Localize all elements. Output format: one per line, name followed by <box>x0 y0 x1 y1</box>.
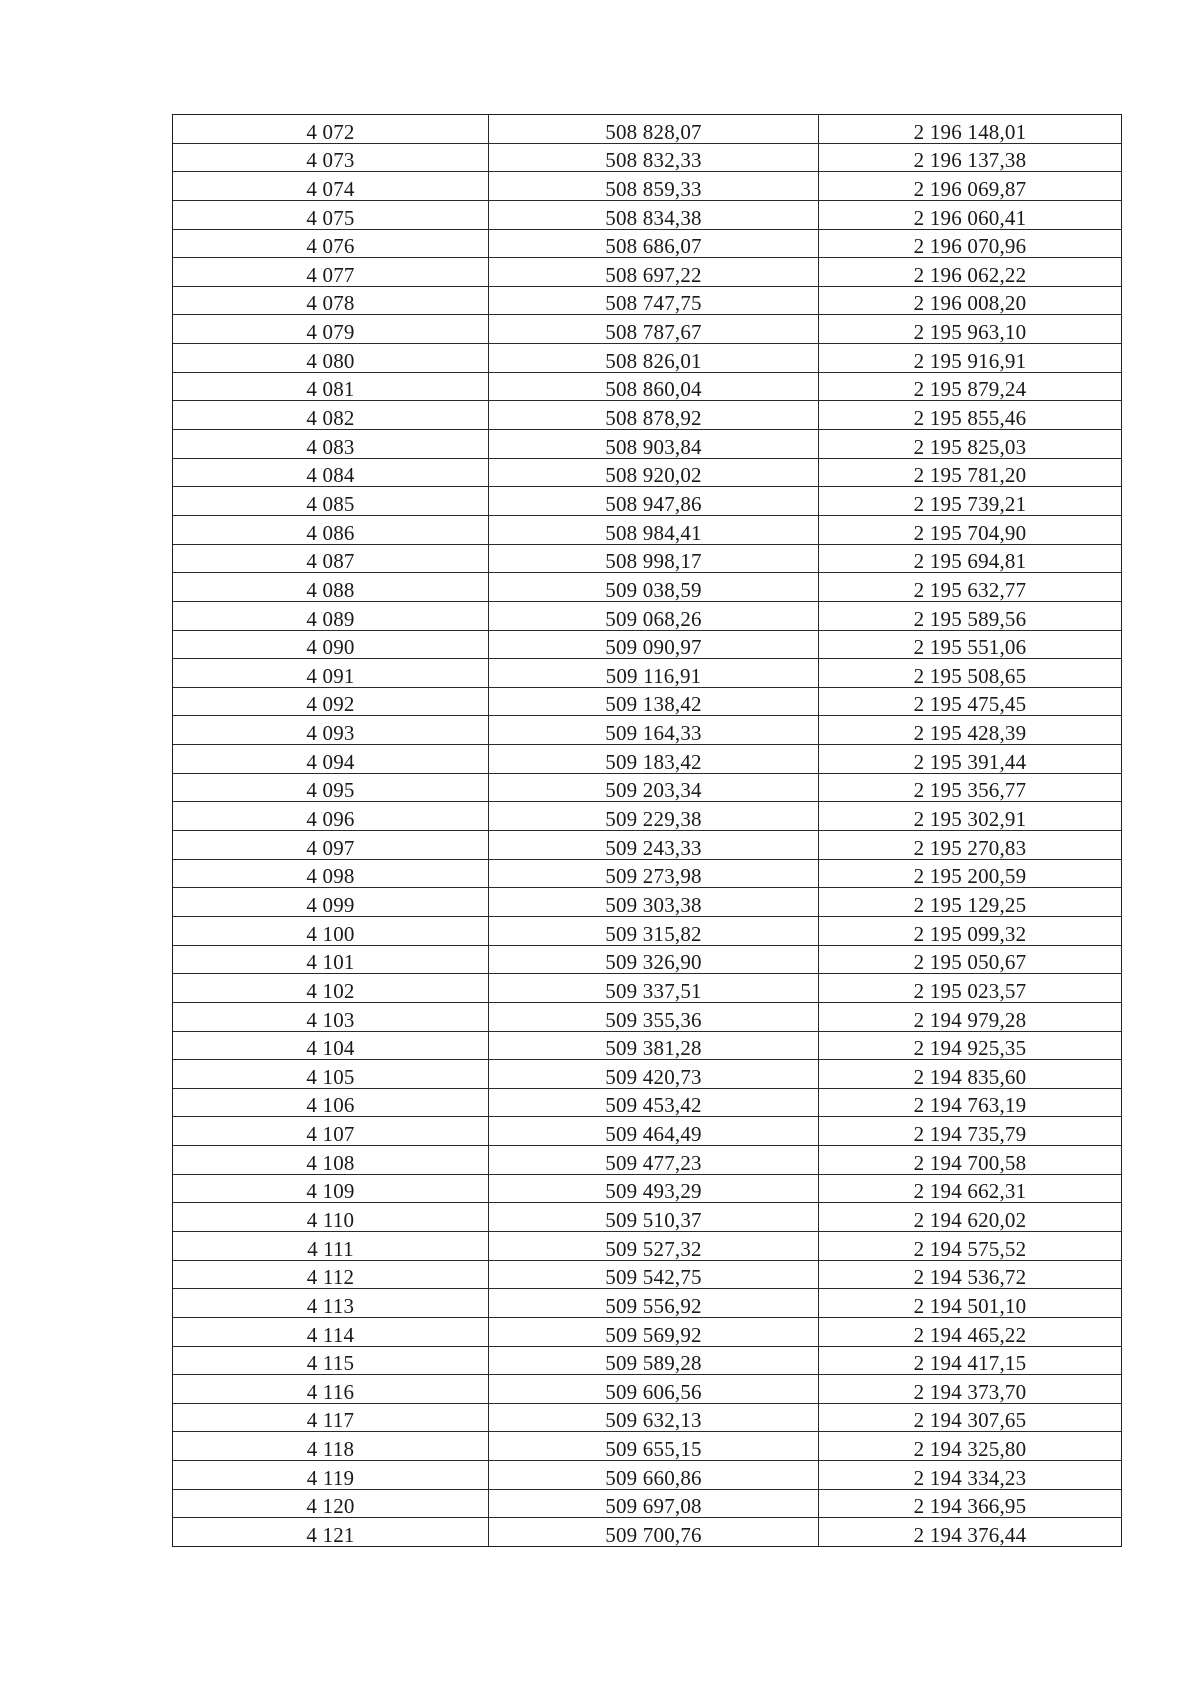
table-row <box>173 401 1122 430</box>
table-row <box>173 1002 1122 1031</box>
y-coordinate-cell: 2 194 366,95 <box>819 1489 1122 1518</box>
table-row <box>173 1346 1122 1375</box>
point-number-cell: 4 095 <box>173 773 489 802</box>
x-coordinate-cell: 508 920,02 <box>489 458 819 487</box>
point-number-cell: 4 109 <box>173 1174 489 1203</box>
x-coordinate-cell: 509 510,37 <box>489 1203 819 1232</box>
table-row <box>173 573 1122 602</box>
x-coordinate-cell: 509 183,42 <box>489 745 819 774</box>
point-number-cell: 4 083 <box>173 430 489 459</box>
y-coordinate-cell: 2 194 620,02 <box>819 1203 1122 1232</box>
x-coordinate-cell: 508 826,01 <box>489 344 819 373</box>
point-number-cell: 4 086 <box>173 515 489 544</box>
point-number-cell: 4 076 <box>173 229 489 258</box>
y-coordinate-cell: 2 194 536,72 <box>819 1260 1122 1289</box>
x-coordinate-cell: 508 998,17 <box>489 544 819 573</box>
y-coordinate-cell: 2 195 879,24 <box>819 372 1122 401</box>
table-row <box>173 1489 1122 1518</box>
table-row <box>173 687 1122 716</box>
y-coordinate-cell: 2 195 551,06 <box>819 630 1122 659</box>
x-coordinate-cell: 508 984,41 <box>489 515 819 544</box>
y-coordinate-cell: 2 196 070,96 <box>819 229 1122 258</box>
point-number-cell: 4 110 <box>173 1203 489 1232</box>
table-row <box>173 1432 1122 1461</box>
table-row <box>173 601 1122 630</box>
table-row <box>173 1518 1122 1547</box>
x-coordinate-cell: 509 381,28 <box>489 1031 819 1060</box>
point-number-cell: 4 078 <box>173 286 489 315</box>
x-coordinate-cell: 509 569,92 <box>489 1317 819 1346</box>
x-coordinate-cell: 508 860,04 <box>489 372 819 401</box>
table-row <box>173 372 1122 401</box>
table-row <box>173 315 1122 344</box>
point-number-cell: 4 088 <box>173 573 489 602</box>
coordinates-table <box>172 114 1122 1547</box>
y-coordinate-cell: 2 194 735,79 <box>819 1117 1122 1146</box>
x-coordinate-cell: 509 326,90 <box>489 945 819 974</box>
point-number-cell: 4 075 <box>173 200 489 229</box>
y-coordinate-cell: 2 195 391,44 <box>819 745 1122 774</box>
point-number-cell: 4 093 <box>173 716 489 745</box>
point-number-cell: 4 077 <box>173 258 489 287</box>
table-row <box>173 1060 1122 1089</box>
table-row <box>173 773 1122 802</box>
y-coordinate-cell: 2 195 963,10 <box>819 315 1122 344</box>
table-row <box>173 258 1122 287</box>
x-coordinate-cell: 509 589,28 <box>489 1346 819 1375</box>
point-number-cell: 4 102 <box>173 974 489 1003</box>
y-coordinate-cell: 2 196 148,01 <box>819 115 1122 144</box>
table-row <box>173 1403 1122 1432</box>
table-row <box>173 802 1122 831</box>
point-number-cell: 4 094 <box>173 745 489 774</box>
table-row <box>173 659 1122 688</box>
y-coordinate-cell: 2 195 739,21 <box>819 487 1122 516</box>
x-coordinate-cell: 509 164,33 <box>489 716 819 745</box>
table-row <box>173 344 1122 373</box>
x-coordinate-cell: 509 203,34 <box>489 773 819 802</box>
y-coordinate-cell: 2 195 508,65 <box>819 659 1122 688</box>
y-coordinate-cell: 2 195 200,59 <box>819 859 1122 888</box>
x-coordinate-cell: 509 632,13 <box>489 1403 819 1432</box>
table-row <box>173 716 1122 745</box>
table-row <box>173 916 1122 945</box>
y-coordinate-cell: 2 196 060,41 <box>819 200 1122 229</box>
point-number-cell: 4 108 <box>173 1146 489 1175</box>
y-coordinate-cell: 2 195 694,81 <box>819 544 1122 573</box>
table-row <box>173 143 1122 172</box>
y-coordinate-cell: 2 195 781,20 <box>819 458 1122 487</box>
table-row <box>173 1317 1122 1346</box>
y-coordinate-cell: 2 195 704,90 <box>819 515 1122 544</box>
table-row <box>173 229 1122 258</box>
y-coordinate-cell: 2 194 373,70 <box>819 1375 1122 1404</box>
point-number-cell: 4 100 <box>173 916 489 945</box>
y-coordinate-cell: 2 195 825,03 <box>819 430 1122 459</box>
table-row <box>173 1146 1122 1175</box>
table-row <box>173 430 1122 459</box>
x-coordinate-cell: 509 493,29 <box>489 1174 819 1203</box>
point-number-cell: 4 090 <box>173 630 489 659</box>
y-coordinate-cell: 2 195 129,25 <box>819 888 1122 917</box>
point-number-cell: 4 072 <box>173 115 489 144</box>
y-coordinate-cell: 2 195 099,32 <box>819 916 1122 945</box>
point-number-cell: 4 103 <box>173 1002 489 1031</box>
point-number-cell: 4 081 <box>173 372 489 401</box>
point-number-cell: 4 082 <box>173 401 489 430</box>
y-coordinate-cell: 2 194 979,28 <box>819 1002 1122 1031</box>
table-row <box>173 487 1122 516</box>
table-row <box>173 1461 1122 1490</box>
x-coordinate-cell: 508 947,86 <box>489 487 819 516</box>
point-number-cell: 4 107 <box>173 1117 489 1146</box>
x-coordinate-cell: 509 243,33 <box>489 831 819 860</box>
table-row <box>173 1231 1122 1260</box>
table-row <box>173 115 1122 144</box>
point-number-cell: 4 114 <box>173 1317 489 1346</box>
table-row <box>173 974 1122 1003</box>
y-coordinate-cell: 2 196 062,22 <box>819 258 1122 287</box>
x-coordinate-cell: 508 903,84 <box>489 430 819 459</box>
y-coordinate-cell: 2 194 334,23 <box>819 1461 1122 1490</box>
x-coordinate-cell: 509 697,08 <box>489 1489 819 1518</box>
table-row <box>173 745 1122 774</box>
y-coordinate-cell: 2 195 475,45 <box>819 687 1122 716</box>
y-coordinate-cell: 2 194 835,60 <box>819 1060 1122 1089</box>
y-coordinate-cell: 2 195 050,67 <box>819 945 1122 974</box>
y-coordinate-cell: 2 194 925,35 <box>819 1031 1122 1060</box>
x-coordinate-cell: 509 556,92 <box>489 1289 819 1318</box>
point-number-cell: 4 098 <box>173 859 489 888</box>
x-coordinate-cell: 508 686,07 <box>489 229 819 258</box>
point-number-cell: 4 119 <box>173 1461 489 1490</box>
y-coordinate-cell: 2 195 302,91 <box>819 802 1122 831</box>
point-number-cell: 4 118 <box>173 1432 489 1461</box>
x-coordinate-cell: 509 606,56 <box>489 1375 819 1404</box>
x-coordinate-cell: 509 355,36 <box>489 1002 819 1031</box>
table-row <box>173 1088 1122 1117</box>
y-coordinate-cell: 2 195 589,56 <box>819 601 1122 630</box>
x-coordinate-cell: 509 229,38 <box>489 802 819 831</box>
y-coordinate-cell: 2 194 662,31 <box>819 1174 1122 1203</box>
table-row <box>173 544 1122 573</box>
y-coordinate-cell: 2 196 008,20 <box>819 286 1122 315</box>
x-coordinate-cell: 509 068,26 <box>489 601 819 630</box>
point-number-cell: 4 120 <box>173 1489 489 1518</box>
x-coordinate-cell: 509 477,23 <box>489 1146 819 1175</box>
point-number-cell: 4 079 <box>173 315 489 344</box>
x-coordinate-cell: 508 747,75 <box>489 286 819 315</box>
x-coordinate-cell: 509 315,82 <box>489 916 819 945</box>
table-row <box>173 1260 1122 1289</box>
table-row <box>173 515 1122 544</box>
y-coordinate-cell: 2 195 632,77 <box>819 573 1122 602</box>
table-row <box>173 831 1122 860</box>
x-coordinate-cell: 509 337,51 <box>489 974 819 1003</box>
y-coordinate-cell: 2 194 376,44 <box>819 1518 1122 1547</box>
table-row <box>173 859 1122 888</box>
point-number-cell: 4 113 <box>173 1289 489 1318</box>
table-row <box>173 1031 1122 1060</box>
x-coordinate-cell: 508 697,22 <box>489 258 819 287</box>
x-coordinate-cell: 508 878,92 <box>489 401 819 430</box>
point-number-cell: 4 091 <box>173 659 489 688</box>
y-coordinate-cell: 2 195 855,46 <box>819 401 1122 430</box>
point-number-cell: 4 085 <box>173 487 489 516</box>
table-row <box>173 1203 1122 1232</box>
y-coordinate-cell: 2 196 137,38 <box>819 143 1122 172</box>
table-row <box>173 172 1122 201</box>
x-coordinate-cell: 509 138,42 <box>489 687 819 716</box>
coordinates-table-body <box>173 115 1122 1547</box>
point-number-cell: 4 115 <box>173 1346 489 1375</box>
point-number-cell: 4 087 <box>173 544 489 573</box>
point-number-cell: 4 080 <box>173 344 489 373</box>
y-coordinate-cell: 2 194 501,10 <box>819 1289 1122 1318</box>
table-row <box>173 1174 1122 1203</box>
table-row <box>173 458 1122 487</box>
point-number-cell: 4 121 <box>173 1518 489 1547</box>
y-coordinate-cell: 2 194 417,15 <box>819 1346 1122 1375</box>
table-row <box>173 945 1122 974</box>
x-coordinate-cell: 508 787,67 <box>489 315 819 344</box>
point-number-cell: 4 116 <box>173 1375 489 1404</box>
point-number-cell: 4 105 <box>173 1060 489 1089</box>
y-coordinate-cell: 2 195 916,91 <box>819 344 1122 373</box>
point-number-cell: 4 084 <box>173 458 489 487</box>
y-coordinate-cell: 2 195 270,83 <box>819 831 1122 860</box>
point-number-cell: 4 073 <box>173 143 489 172</box>
table-row <box>173 200 1122 229</box>
point-number-cell: 4 111 <box>173 1231 489 1260</box>
x-coordinate-cell: 508 859,33 <box>489 172 819 201</box>
x-coordinate-cell: 509 090,97 <box>489 630 819 659</box>
table-row <box>173 1289 1122 1318</box>
point-number-cell: 4 074 <box>173 172 489 201</box>
y-coordinate-cell: 2 195 428,39 <box>819 716 1122 745</box>
table-row <box>173 1117 1122 1146</box>
point-number-cell: 4 097 <box>173 831 489 860</box>
point-number-cell: 4 106 <box>173 1088 489 1117</box>
x-coordinate-cell: 509 655,15 <box>489 1432 819 1461</box>
point-number-cell: 4 104 <box>173 1031 489 1060</box>
point-number-cell: 4 092 <box>173 687 489 716</box>
table-row <box>173 888 1122 917</box>
x-coordinate-cell: 509 420,73 <box>489 1060 819 1089</box>
y-coordinate-cell: 2 195 356,77 <box>819 773 1122 802</box>
y-coordinate-cell: 2 194 307,65 <box>819 1403 1122 1432</box>
y-coordinate-cell: 2 194 465,22 <box>819 1317 1122 1346</box>
x-coordinate-cell: 509 542,75 <box>489 1260 819 1289</box>
y-coordinate-cell: 2 194 763,19 <box>819 1088 1122 1117</box>
point-number-cell: 4 117 <box>173 1403 489 1432</box>
y-coordinate-cell: 2 194 575,52 <box>819 1231 1122 1260</box>
x-coordinate-cell: 509 453,42 <box>489 1088 819 1117</box>
point-number-cell: 4 096 <box>173 802 489 831</box>
x-coordinate-cell: 508 834,38 <box>489 200 819 229</box>
x-coordinate-cell: 509 273,98 <box>489 859 819 888</box>
x-coordinate-cell: 509 116,91 <box>489 659 819 688</box>
table-row <box>173 630 1122 659</box>
x-coordinate-cell: 509 038,59 <box>489 573 819 602</box>
point-number-cell: 4 101 <box>173 945 489 974</box>
point-number-cell: 4 112 <box>173 1260 489 1289</box>
table-row <box>173 286 1122 315</box>
x-coordinate-cell: 508 828,07 <box>489 115 819 144</box>
x-coordinate-cell: 509 527,32 <box>489 1231 819 1260</box>
y-coordinate-cell: 2 194 700,58 <box>819 1146 1122 1175</box>
table-row <box>173 1375 1122 1404</box>
y-coordinate-cell: 2 195 023,57 <box>819 974 1122 1003</box>
point-number-cell: 4 099 <box>173 888 489 917</box>
y-coordinate-cell: 2 194 325,80 <box>819 1432 1122 1461</box>
point-number-cell: 4 089 <box>173 601 489 630</box>
y-coordinate-cell: 2 196 069,87 <box>819 172 1122 201</box>
x-coordinate-cell: 509 464,49 <box>489 1117 819 1146</box>
x-coordinate-cell: 509 700,76 <box>489 1518 819 1547</box>
x-coordinate-cell: 508 832,33 <box>489 143 819 172</box>
x-coordinate-cell: 509 660,86 <box>489 1461 819 1490</box>
x-coordinate-cell: 509 303,38 <box>489 888 819 917</box>
